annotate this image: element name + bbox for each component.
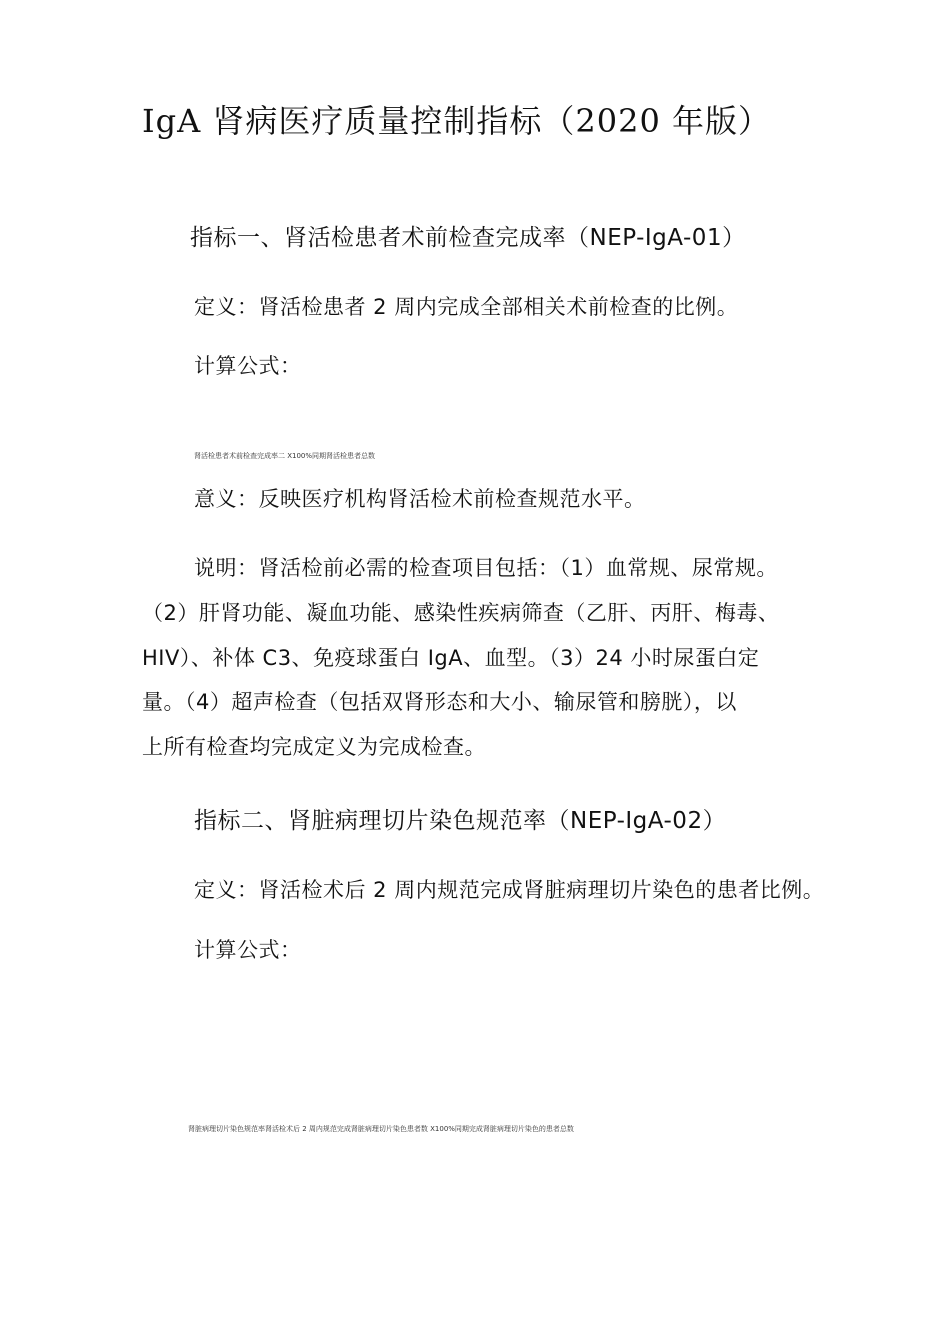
indicator-1-definition: 定义：肾活检患者 2 周内完成全部相关术前检查的比例。 [194,295,739,319]
indicator-1-note-line: 说明：肾活检前必需的检查项目包括：（1）血常规、尿常规。 [194,556,778,580]
indicator-2-definition: 定义：肾活检术后 2 周内规范完成肾脏病理切片染色的患者比例。 [194,878,825,902]
indicator-1-note-line: HIV）、补体 C3、免疫球蛋白 IgA、血型。（3）24 小时尿蛋白定 [142,646,760,670]
indicator-1-formula: 肾活检患者术前检查完成率二 X100%同期肾活检患者总数 [194,452,376,460]
indicator-2-heading: 指标二、肾脏病理切片染色规范率（NEP-IgA-02） [194,808,727,834]
document-title: IgA 肾病医疗质量控制指标（2020 年版） [142,102,772,140]
indicator-1-note-line: （2）肝肾功能、凝血功能、感染性疾病筛查（乙肝、丙肝、梅毒、 [142,601,780,625]
indicator-1-formula-label: 计算公式： [194,354,302,378]
indicator-1-note-line: 上所有检查均完成定义为完成检查。 [142,735,486,759]
indicator-1-meaning: 意义：反映医疗机构肾活检术前检查规范水平。 [194,487,646,511]
indicator-1-heading: 指标一、肾活检患者术前检查完成率（NEP-IgA-01） [190,225,746,251]
indicator-2-formula-label: 计算公式： [194,938,302,962]
indicator-2-formula: 肾脏病理切片染色规范率肾活检术后 2 周内规范完成肾脏病理切片染色患者数 X100%同期完成肾脏病理切片染色的患者总数 [188,1125,574,1133]
indicator-1-note-line: 量。（4）超声检查（包括双肾形态和大小、输尿管和膀胱），以 [142,690,737,714]
